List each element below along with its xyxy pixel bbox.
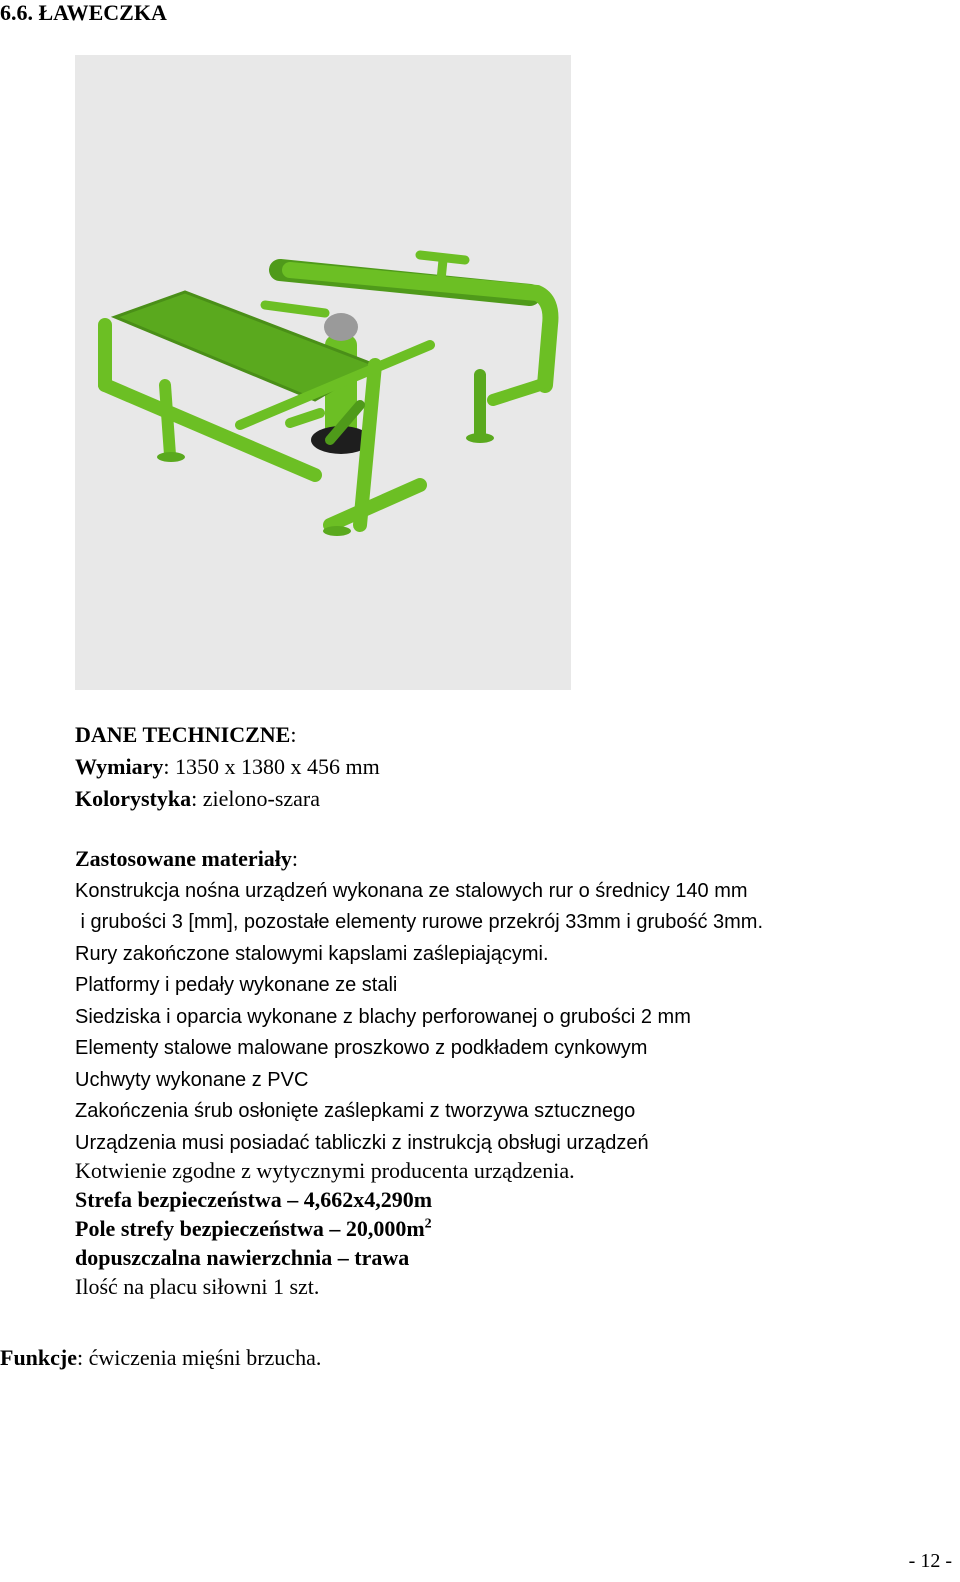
dimensions-row (75, 753, 380, 781)
material-line: Urządzenia musi posiadać tabliczki z instrukcją obsługi urządzeń (75, 1132, 649, 1154)
safety-area-superscript: 2 (424, 1216, 432, 1232)
material-line: Uchwyty wykonane z PVC (75, 1069, 309, 1091)
materials-heading (75, 845, 298, 873)
colors-value: : zielono-szara (191, 786, 320, 811)
materials-heading-colon: : (291, 846, 299, 871)
material-line: i grubości 3 [mm], pozostałe elementy rurowe przekrój 33mm i grubość 3mm. (75, 911, 764, 933)
colors-label: Kolorystyka (75, 786, 192, 811)
material-line: Siedziska i oparcia wykonane z blachy perforowanej o grubości 2 mm (75, 1006, 691, 1028)
functions-label: Funkcje (0, 1345, 77, 1370)
quantity-line: Ilość na placu siłowni 1 szt. (75, 1274, 320, 1299)
functions-row (0, 1344, 321, 1372)
material-line: Elementy stalowe malowane proszkowo z podkładem cynkowym (75, 1037, 648, 1059)
anchoring-line: Kotwienie zgodne z wytycznymi producenta urządzenia. (75, 1158, 575, 1183)
product-photo (75, 55, 571, 690)
functions-value: : ćwiczenia mięśni brzucha. (77, 1345, 322, 1370)
safety-zone-line: Strefa bezpieczeństwa – 4,662x4,290m (75, 1187, 433, 1212)
materials-heading-text: Zastosowane materiały (75, 846, 292, 871)
material-line: Konstrukcja nośna urządzeń wykonana ze stalowych rur o średnicy 140 mm (75, 880, 748, 902)
material-line: Platformy i pedały wykonane ze stali (75, 974, 398, 996)
safety-area-line (75, 1215, 432, 1243)
section-heading: 6.6. ŁAWECZKA (0, 0, 167, 25)
material-line: Rury zakończone stalowymi kapslami zaślepiającymi. (75, 943, 549, 965)
tech-data-heading (75, 721, 296, 749)
dimensions-label: Wymiary (75, 754, 164, 779)
tech-heading-colon: : (290, 722, 297, 747)
surface-line: dopuszczalna nawierzchnia – trawa (75, 1245, 410, 1270)
page-number: - 12 - (908, 1550, 952, 1572)
colors-row (75, 785, 320, 813)
material-line: Zakończenia śrub osłonięte zaślepkami z tworzywa sztucznego (75, 1100, 636, 1122)
bench-illustration (75, 55, 571, 690)
safety-area-text: Pole strefy bezpieczeństwa – 20,000m (75, 1216, 425, 1241)
tech-heading-text: DANE TECHNICZNE (75, 722, 291, 747)
dimensions-value: : 1350 x 1380 x 456 mm (163, 754, 380, 779)
